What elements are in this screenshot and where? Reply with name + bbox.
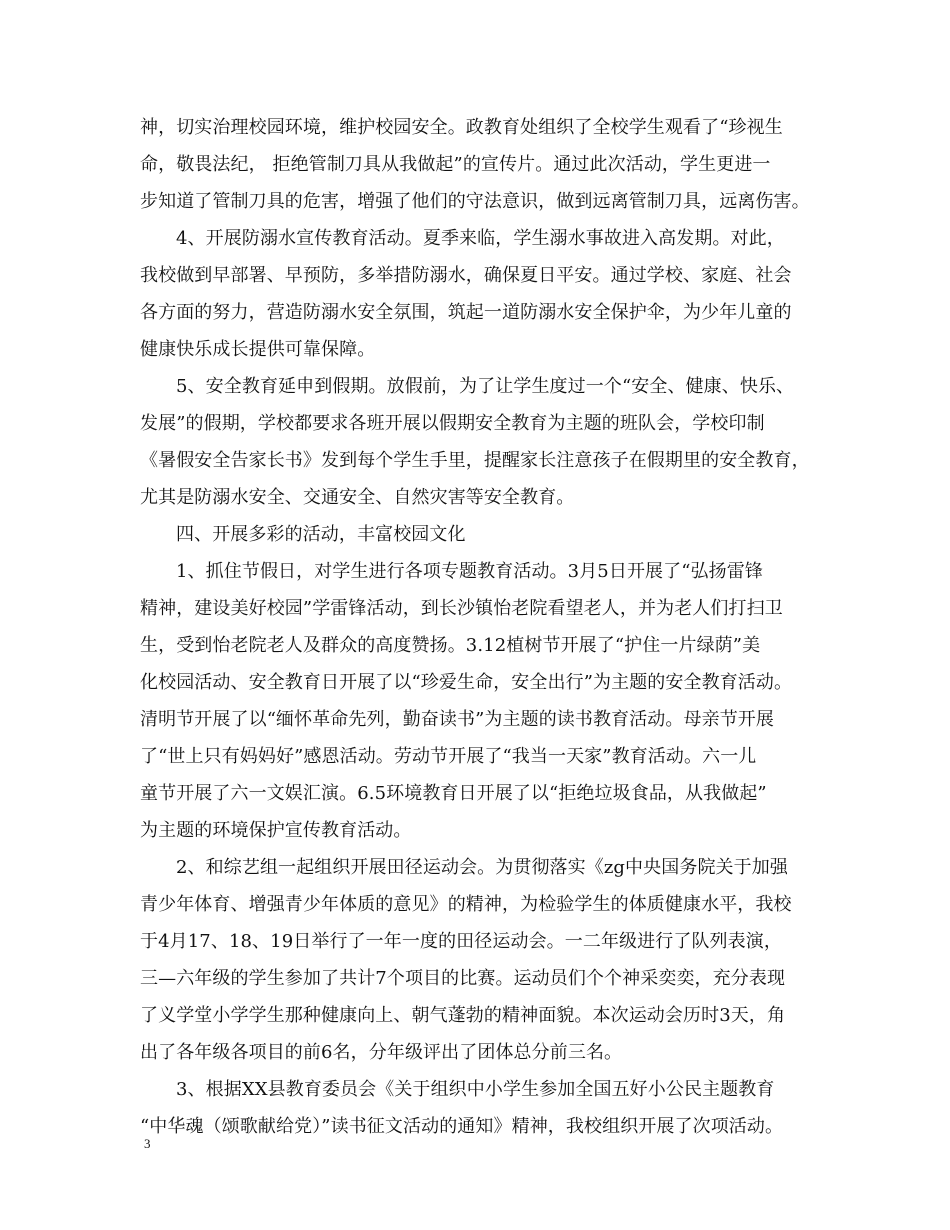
text-line: 了义学堂小学学生那种健康向上、朝气蓬勃的精神面貌。本次运动会历时3天，角 (140, 1005, 786, 1026)
text-line: 1、抓住节假日，对学生进行各项专题教育活动。3月5日开展了“弘扬雷锋 (176, 561, 763, 582)
text-line: 步知道了管制刀具的危害，增强了他们的守法意识，做到远离管制刀具，远离伤害。 (140, 191, 810, 212)
text-line: 童节开展了六一文娱汇演。6.5环境教育日开展了以“拒绝垃圾食品，从我做起” (140, 783, 767, 804)
text-line: 清明节开展了以“缅怀革命先列，勤奋读书”为主题的读书教育活动。母亲节开展 (140, 709, 775, 730)
text-line: 4、开展防溺水宣传教育活动。夏季来临，学生溺水事故进入高发期。对此， (176, 228, 785, 249)
text-line: 5、安全教育延申到假期。放假前，为了让学生度过一个“安全、健康、快乐、 (176, 376, 795, 397)
section-heading: 四、开展多彩的活动，丰富校园文化 (176, 524, 466, 545)
text-line: 三—六年级的学生参加了共计7个项目的比赛。运动员们个个神采奕奕，充分表现 (140, 968, 786, 989)
text-line: 3、根据XX县教育委员会《关于组织中小学生参加全国五好小公民主题教育 (176, 1079, 775, 1100)
text-line: 健康快乐成长提供可靠保障。 (140, 339, 376, 360)
text-line: 青少年体育、增强青少年体质的意见》的精神，为检验学生的体质健康水平，我校 (140, 894, 792, 915)
page-number: 3 (144, 1136, 151, 1151)
text-line: 出了各年级各项目的前6名，分年级评出了团体总分前三名。 (140, 1042, 623, 1063)
text-line: 我校做到早部署、早预防，多举措防溺水，确保夏日平安。通过学校、家庭、社会 (140, 265, 792, 286)
text-line: 精神，建设美好校园”学雷锋活动，到长沙镇怡老院看望老人，并为老人们打扫卫 (140, 598, 783, 619)
text-line: 化校园活动、安全教育日开展了以“珍爱生命，安全出行”为主题的安全教育活动。 (140, 672, 793, 693)
text-line: 《暑假安全告家长书》发到每个学生手里，提醒家长注意孩子在假期里的安全教育， (140, 450, 810, 471)
text-line: 发展”的假期，学校都要求各班开展以假期安全教育为主题的班队会，学校印制 (140, 413, 765, 434)
text-line: 了“世上只有妈妈好”感恩活动。劳动节开展了“我当一天家”教育活动。六一儿 (140, 746, 757, 767)
text-line: 神，切实治理校园环境，维护校园安全。政教育处组织了全校学生观看了“珍视生 (140, 117, 783, 138)
text-line: 为主题的环境保护宣传教育活动。 (140, 820, 412, 841)
text-line: 尤其是防溺水安全、交通安全、自然灾害等安全教育。 (140, 487, 575, 508)
text-line: “中华魂（颂歌献给党）”读书征文活动的通知》精神，我校组织开展了次项活动。 (140, 1116, 784, 1137)
text-line: 于4月17、18、19日举行了一年一度的田径运动会。一二年级进行了队列表演， (140, 931, 782, 952)
text-line: 各方面的努力，营造防溺水安全氛围，筑起一道防溺水安全保护伞，为少年儿童的 (140, 302, 792, 323)
text-line: 2、和综艺组一起组织开展田径运动会。为贯彻落实《zg中央国务院关于加强 (176, 857, 788, 878)
text-line: 生，受到怡老院老人及群众的高度赞扬。3.12植树节开展了“护住一片绿荫”美 (140, 635, 761, 656)
text-line: 命，敬畏法纪， 拒绝管制刀具从我做起”的宣传片。通过此次活动，学生更进一 (140, 154, 771, 175)
